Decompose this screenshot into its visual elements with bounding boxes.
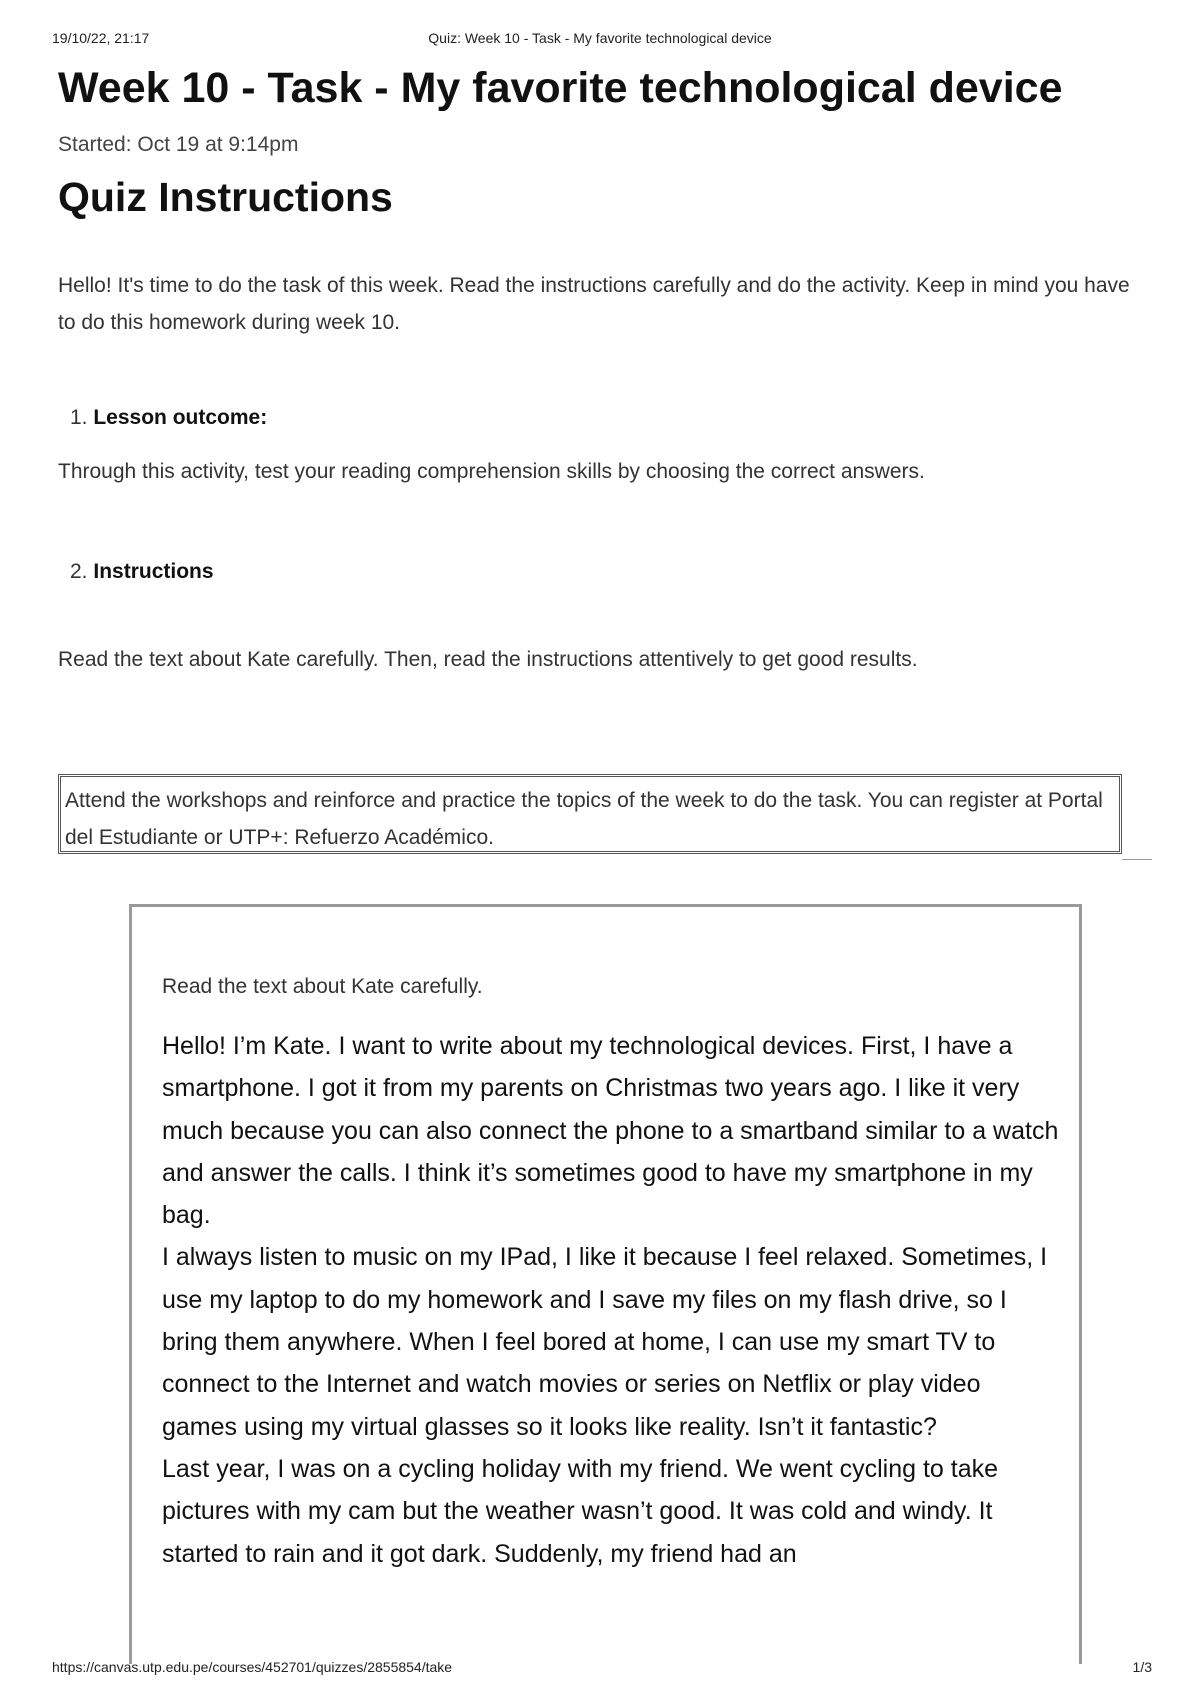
quiz-title: Week 10 - Task - My favorite technological device bbox=[58, 64, 1063, 112]
list-item-number: 1. bbox=[70, 406, 88, 429]
passage-lead-text: Read the text about Kate carefully. bbox=[162, 975, 483, 998]
print-page-number: 1/3 bbox=[1132, 1659, 1152, 1675]
passage-paragraph: I always listen to music on my IPad, I like it because I feel relaxed. Sometimes, I use my laptop to do my homework and I save my files on my flash drive, so I bring them anywhere. When I feel bored at home, I can use my smart TV to connect to the Internet and watch movies or series on Netflix or play video games using my virtual glasses so it looks like reality. Isn’t it fantastic? bbox=[162, 1243, 1048, 1441]
reading-passage-box bbox=[129, 904, 1082, 1664]
quiz-intro-text: Hello! It's time to do the task of this week. Read the instructions carefully and do the activity. Keep in mind you have to do this homework during week 10. bbox=[58, 274, 1130, 334]
passage-paragraph: Last year, I was on a cycling holiday with my friend. We went cycling to take pictures with my cam but the weather wasn’t good. It was cold and windy. It started to rain and it got dark. Suddenly, my friend had an bbox=[162, 1454, 999, 1568]
list-item-label: Instructions bbox=[93, 560, 214, 583]
divider bbox=[1122, 859, 1152, 860]
list-item-number: 2. bbox=[70, 560, 88, 583]
instructions-text: Read the text about Kate carefully. Then, read the instructions attentively to get good results. bbox=[58, 648, 918, 671]
quiz-instructions-heading: Quiz Instructions bbox=[58, 174, 393, 220]
quiz-started-time: Started: Oct 19 at 9:14pm bbox=[58, 133, 299, 156]
passage-body bbox=[162, 1025, 1062, 1575]
passage-paragraph: Hello! I’m Kate. I want to write about my technological devices. First, I have a smartphone. I got it from my parents on Christmas two years ago. I like it very much because you can also connect the phone to a smartband similar to a watch and answer the calls. I think it’s sometimes good to have my smartphone in my bag. bbox=[162, 1032, 1059, 1230]
print-page-title: Quiz: Week 10 - Task - My favorite technological device bbox=[428, 30, 772, 46]
list-item-instructions bbox=[58, 557, 1148, 587]
print-datetime: 19/10/22, 21:17 bbox=[52, 30, 150, 46]
list-item-label: Lesson outcome: bbox=[93, 406, 268, 429]
quiz-content bbox=[58, 56, 1148, 675]
list-item-lesson-outcome bbox=[58, 403, 1148, 433]
lesson-outcome-text: Through this activity, test your reading comprehension skills by choosing the correct answers. bbox=[58, 460, 925, 483]
workshop-note-box: Attend the workshops and reinforce and practice the topics of the week to do the task. You can register at Portal del Estudiante or UTP+: Refuerzo Académico. bbox=[58, 774, 1122, 854]
print-footer-url: https://canvas.utp.edu.pe/courses/452701/quizzes/2855854/take bbox=[52, 1659, 453, 1675]
